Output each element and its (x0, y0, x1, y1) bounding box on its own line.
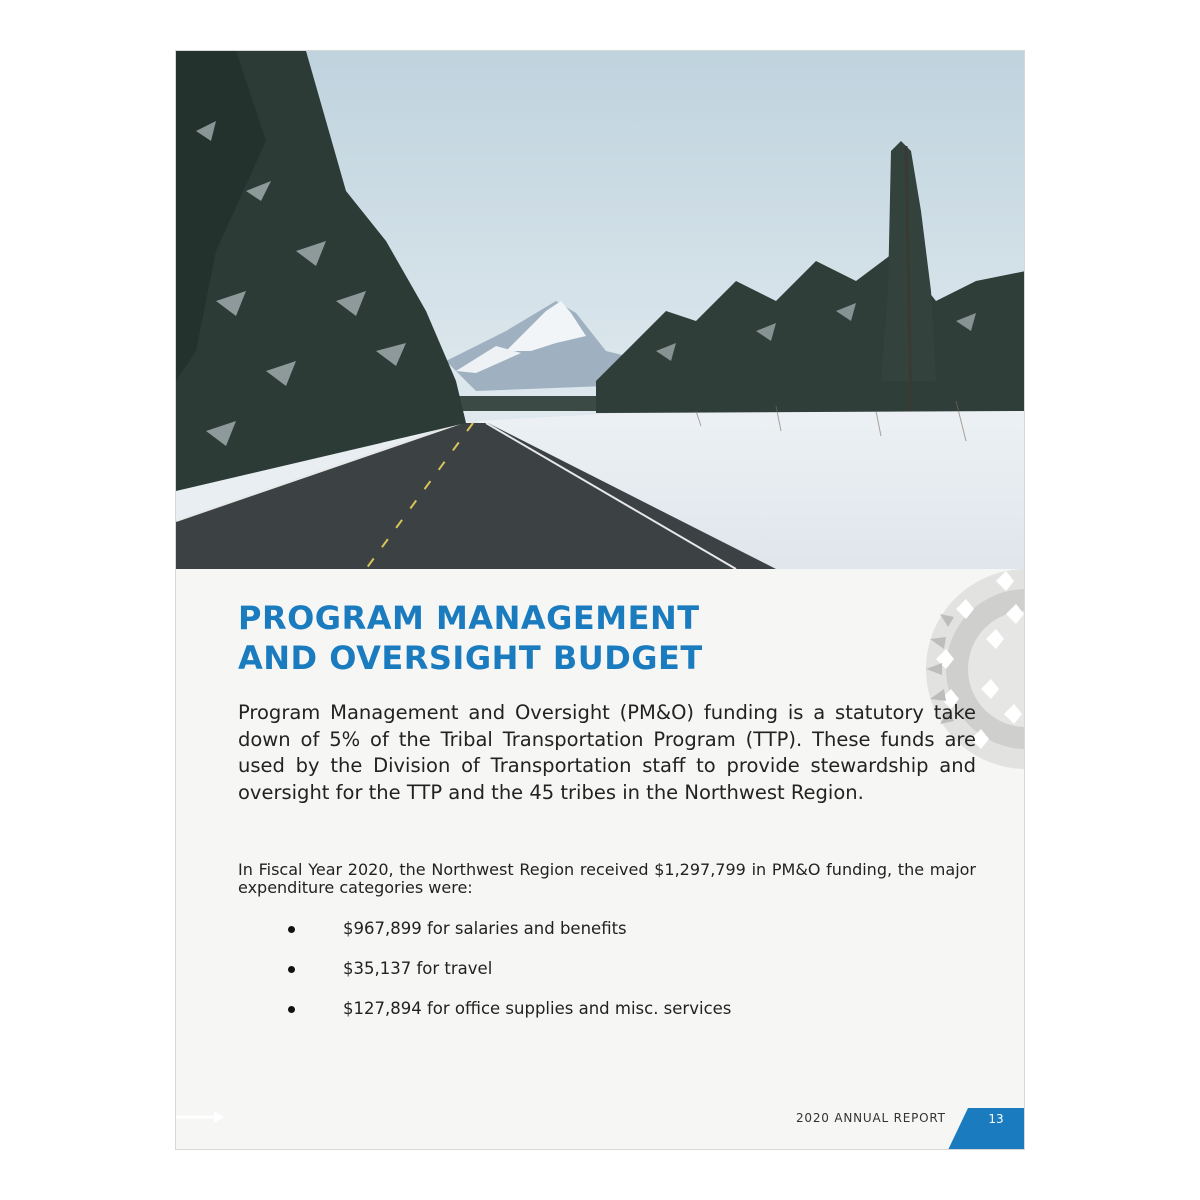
report-label: 2020 ANNUAL REPORT (796, 1111, 946, 1125)
arrow-icon (176, 1109, 226, 1125)
expenditure-list (238, 917, 838, 1037)
title-line-2: AND OVERSIGHT BUDGET (238, 639, 703, 677)
bullet-icon (288, 966, 295, 973)
expenditure-text: $127,894 for office supplies and misc. services (343, 999, 732, 1018)
page-title (238, 598, 878, 678)
lead-paragraph: Program Management and Oversight (PM&O) funding is a statutory take down of 5% of the Tribal Transportation Program (TTP). These funds are used by the Division of Transportation staff to provide stewardship and oversight for the TTP and the 45 tribes in the Northwest Region. (238, 701, 976, 804)
bullet-icon (288, 926, 295, 933)
expenditure-text: $967,899 for salaries and benefits (343, 919, 627, 938)
title-line-1: PROGRAM MANAGEMENT (238, 599, 700, 637)
funding-paragraph: In Fiscal Year 2020, the Northwest Region received $1,297,799 in PM&O funding, the major expenditure categories were: (238, 860, 976, 897)
bullet-icon (288, 1006, 295, 1013)
page-number: 13 (988, 1112, 1004, 1126)
list-item (238, 957, 838, 997)
list-item (238, 997, 838, 1037)
report-page (175, 50, 1025, 1150)
expenditure-text: $35,137 for travel (343, 959, 493, 978)
snowy-road-photo (176, 51, 1025, 569)
list-item (238, 917, 838, 957)
